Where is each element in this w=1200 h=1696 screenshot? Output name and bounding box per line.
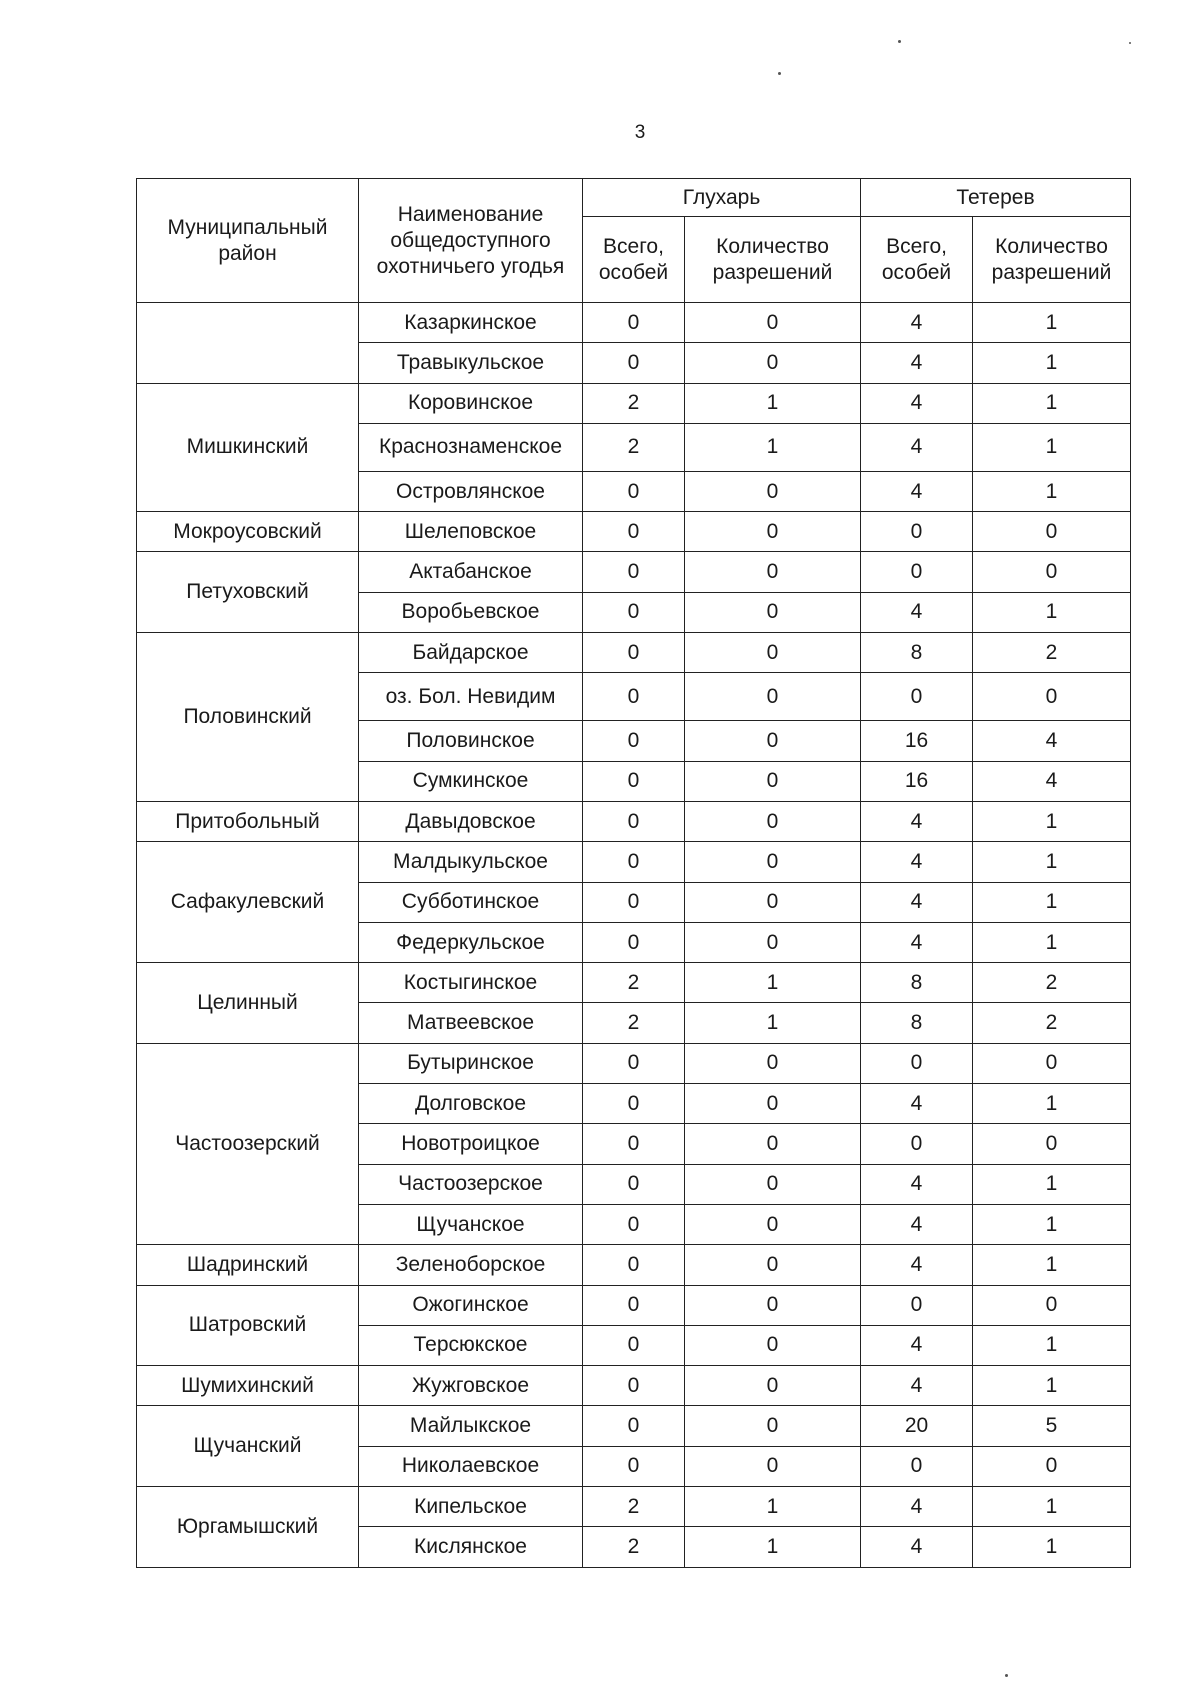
cell-capercaillie-permits: 1 [685, 1487, 861, 1527]
cell-black-grouse-total: 20 [861, 1406, 973, 1446]
cell-grounds: Частоозерское [359, 1164, 583, 1204]
cell-black-grouse-permits: 1 [973, 1204, 1131, 1244]
cell-district: Частоозерский [137, 1043, 359, 1244]
cell-black-grouse-permits: 0 [973, 1043, 1131, 1083]
cell-capercaillie-permits: 1 [685, 423, 861, 471]
cell-black-grouse-total: 0 [861, 1124, 973, 1164]
quota-table [136, 178, 1131, 1568]
cell-black-grouse-permits: 1 [973, 1164, 1131, 1204]
cell-black-grouse-total: 4 [861, 1325, 973, 1365]
cell-black-grouse-permits: 1 [973, 592, 1131, 632]
cell-capercaillie-permits: 0 [685, 1043, 861, 1083]
cell-capercaillie-total: 2 [583, 423, 685, 471]
cell-black-grouse-permits: 1 [973, 1487, 1131, 1527]
scan-speck [898, 40, 901, 43]
cell-black-grouse-permits: 1 [973, 1084, 1131, 1124]
table-row [137, 842, 1131, 882]
cell-black-grouse-permits: 0 [973, 1285, 1131, 1325]
cell-black-grouse-permits: 1 [973, 423, 1131, 471]
cell-black-grouse-permits: 1 [973, 1325, 1131, 1365]
cell-black-grouse-total: 4 [861, 471, 973, 511]
cell-grounds: Бутыринское [359, 1043, 583, 1083]
cell-district [137, 303, 359, 384]
cell-black-grouse-total: 16 [861, 721, 973, 761]
cell-grounds: оз. Бол. Невидим [359, 673, 583, 721]
table-row [137, 552, 1131, 592]
cell-black-grouse-permits: 0 [973, 1124, 1131, 1164]
cell-grounds: Байдарское [359, 633, 583, 673]
cell-district: Шадринский [137, 1245, 359, 1285]
scan-speck [1005, 1674, 1008, 1677]
cell-black-grouse-total: 8 [861, 1003, 973, 1043]
cell-capercaillie-permits: 0 [685, 842, 861, 882]
cell-capercaillie-permits: 0 [685, 1446, 861, 1486]
page-number: 3 [634, 122, 646, 143]
scan-speck [1129, 42, 1131, 44]
cell-district: Петуховский [137, 552, 359, 633]
cell-capercaillie-permits: 0 [685, 1366, 861, 1406]
cell-capercaillie-total: 0 [583, 801, 685, 841]
table-row [137, 1366, 1131, 1406]
cell-black-grouse-permits: 0 [973, 512, 1131, 552]
cell-black-grouse-total: 4 [861, 1527, 973, 1567]
cell-black-grouse-permits: 1 [973, 842, 1131, 882]
table-row [137, 633, 1131, 673]
cell-capercaillie-total: 2 [583, 1003, 685, 1043]
cell-grounds: Актабанское [359, 552, 583, 592]
cell-capercaillie-total: 2 [583, 1527, 685, 1567]
scan-speck [778, 72, 781, 75]
cell-capercaillie-permits: 0 [685, 1164, 861, 1204]
cell-black-grouse-total: 4 [861, 801, 973, 841]
cell-grounds: Половинское [359, 721, 583, 761]
cell-black-grouse-total: 0 [861, 1285, 973, 1325]
cell-black-grouse-total: 4 [861, 1204, 973, 1244]
table-body [137, 303, 1131, 1568]
cell-grounds: Шелеповское [359, 512, 583, 552]
cell-black-grouse-total: 0 [861, 512, 973, 552]
header-capercaillie-permits: Количество разрешений [685, 217, 861, 303]
cell-black-grouse-permits: 1 [973, 922, 1131, 962]
cell-district: Притобольный [137, 801, 359, 841]
cell-capercaillie-permits: 0 [685, 922, 861, 962]
cell-capercaillie-total: 0 [583, 1446, 685, 1486]
cell-district: Юргамышский [137, 1487, 359, 1568]
cell-capercaillie-total: 0 [583, 303, 685, 343]
cell-capercaillie-total: 0 [583, 1285, 685, 1325]
cell-district: Шатровский [137, 1285, 359, 1366]
cell-capercaillie-total: 0 [583, 471, 685, 511]
cell-capercaillie-permits: 0 [685, 1124, 861, 1164]
cell-black-grouse-permits: 2 [973, 633, 1131, 673]
cell-black-grouse-permits: 1 [973, 1245, 1131, 1285]
header-species-black-grouse: Тетерев [861, 179, 1131, 217]
cell-capercaillie-total: 0 [583, 1406, 685, 1446]
cell-capercaillie-permits: 0 [685, 761, 861, 801]
cell-black-grouse-permits: 1 [973, 1527, 1131, 1567]
cell-grounds: Субботинское [359, 882, 583, 922]
cell-grounds: Краснознаменское [359, 423, 583, 471]
cell-capercaillie-permits: 1 [685, 1003, 861, 1043]
cell-black-grouse-total: 4 [861, 383, 973, 423]
cell-grounds: Щучанское [359, 1204, 583, 1244]
cell-capercaillie-total: 0 [583, 592, 685, 632]
cell-grounds: Матвеевское [359, 1003, 583, 1043]
table-header [137, 179, 1131, 303]
cell-capercaillie-permits: 0 [685, 512, 861, 552]
table-row [137, 963, 1131, 1003]
cell-capercaillie-permits: 0 [685, 801, 861, 841]
cell-black-grouse-permits: 0 [973, 1446, 1131, 1486]
cell-black-grouse-permits: 4 [973, 761, 1131, 801]
header-black-grouse-total: Всего, особей [861, 217, 973, 303]
cell-black-grouse-total: 4 [861, 592, 973, 632]
cell-black-grouse-permits: 2 [973, 963, 1131, 1003]
header-district: Муниципальный район [137, 179, 359, 303]
cell-black-grouse-total: 8 [861, 963, 973, 1003]
cell-black-grouse-total: 0 [861, 1446, 973, 1486]
cell-capercaillie-permits: 1 [685, 963, 861, 1003]
cell-black-grouse-total: 0 [861, 552, 973, 592]
cell-capercaillie-total: 0 [583, 1124, 685, 1164]
cell-grounds: Жужговское [359, 1366, 583, 1406]
cell-black-grouse-total: 4 [861, 922, 973, 962]
cell-capercaillie-permits: 0 [685, 1406, 861, 1446]
cell-district: Целинный [137, 963, 359, 1044]
cell-black-grouse-permits: 4 [973, 721, 1131, 761]
cell-black-grouse-total: 4 [861, 882, 973, 922]
cell-district: Мишкинский [137, 383, 359, 512]
cell-capercaillie-total: 2 [583, 383, 685, 423]
cell-capercaillie-permits: 0 [685, 343, 861, 383]
cell-grounds: Казаркинское [359, 303, 583, 343]
cell-black-grouse-permits: 1 [973, 801, 1131, 841]
cell-capercaillie-permits: 0 [685, 1084, 861, 1124]
cell-black-grouse-permits: 1 [973, 471, 1131, 511]
cell-district: Щучанский [137, 1406, 359, 1487]
cell-capercaillie-permits: 0 [685, 673, 861, 721]
cell-district: Половинский [137, 633, 359, 802]
table-row [137, 1043, 1131, 1083]
cell-capercaillie-total: 0 [583, 882, 685, 922]
cell-capercaillie-total: 0 [583, 343, 685, 383]
table-row [137, 801, 1131, 841]
cell-grounds: Ожогинское [359, 1285, 583, 1325]
cell-black-grouse-permits: 0 [973, 673, 1131, 721]
cell-grounds: Малдыкульское [359, 842, 583, 882]
table-row [137, 303, 1131, 343]
cell-capercaillie-permits: 0 [685, 882, 861, 922]
cell-grounds: Федеркульское [359, 922, 583, 962]
cell-black-grouse-total: 4 [861, 343, 973, 383]
cell-grounds: Новотроицкое [359, 1124, 583, 1164]
cell-capercaillie-permits: 0 [685, 471, 861, 511]
cell-capercaillie-total: 0 [583, 1204, 685, 1244]
cell-grounds: Кислянское [359, 1527, 583, 1567]
cell-capercaillie-permits: 0 [685, 1285, 861, 1325]
cell-black-grouse-total: 4 [861, 1084, 973, 1124]
cell-black-grouse-total: 0 [861, 1043, 973, 1083]
cell-black-grouse-permits: 5 [973, 1406, 1131, 1446]
cell-district: Шумихинский [137, 1366, 359, 1406]
header-black-grouse-permits: Количество разрешений [973, 217, 1131, 303]
cell-grounds: Зеленоборское [359, 1245, 583, 1285]
cell-grounds: Николаевское [359, 1446, 583, 1486]
cell-capercaillie-total: 0 [583, 633, 685, 673]
cell-grounds: Сумкинское [359, 761, 583, 801]
cell-black-grouse-total: 4 [861, 1366, 973, 1406]
cell-grounds: Травыкульское [359, 343, 583, 383]
cell-capercaillie-permits: 0 [685, 592, 861, 632]
cell-grounds: Терсюкское [359, 1325, 583, 1365]
cell-capercaillie-total: 0 [583, 1366, 685, 1406]
cell-capercaillie-total: 0 [583, 1043, 685, 1083]
table-row [137, 512, 1131, 552]
cell-grounds: Островлянское [359, 471, 583, 511]
cell-capercaillie-total: 0 [583, 1164, 685, 1204]
cell-capercaillie-total: 0 [583, 761, 685, 801]
cell-grounds: Воробьевское [359, 592, 583, 632]
cell-capercaillie-total: 0 [583, 1084, 685, 1124]
cell-black-grouse-total: 4 [861, 1245, 973, 1285]
cell-capercaillie-permits: 0 [685, 1204, 861, 1244]
cell-grounds: Кипельское [359, 1487, 583, 1527]
cell-capercaillie-permits: 1 [685, 383, 861, 423]
cell-grounds: Коровинское [359, 383, 583, 423]
cell-grounds: Давыдовское [359, 801, 583, 841]
cell-capercaillie-total: 0 [583, 1245, 685, 1285]
cell-capercaillie-total: 0 [583, 842, 685, 882]
table-row [137, 1487, 1131, 1527]
header-species-capercaillie: Глухарь [583, 179, 861, 217]
cell-capercaillie-permits: 0 [685, 633, 861, 673]
cell-black-grouse-total: 4 [861, 423, 973, 471]
table-row [137, 1285, 1131, 1325]
cell-capercaillie-permits: 0 [685, 303, 861, 343]
cell-black-grouse-permits: 1 [973, 303, 1131, 343]
cell-black-grouse-total: 4 [861, 1487, 973, 1527]
cell-capercaillie-total: 2 [583, 963, 685, 1003]
cell-capercaillie-total: 2 [583, 1487, 685, 1527]
cell-black-grouse-permits: 1 [973, 343, 1131, 383]
cell-black-grouse-permits: 2 [973, 1003, 1131, 1043]
cell-capercaillie-total: 0 [583, 552, 685, 592]
cell-capercaillie-total: 0 [583, 721, 685, 761]
cell-black-grouse-total: 8 [861, 633, 973, 673]
cell-black-grouse-permits: 0 [973, 552, 1131, 592]
cell-black-grouse-total: 16 [861, 761, 973, 801]
cell-black-grouse-permits: 1 [973, 882, 1131, 922]
header-grounds: Наименование общедоступного охотничьего угодья [359, 179, 583, 303]
cell-black-grouse-total: 4 [861, 842, 973, 882]
cell-capercaillie-total: 0 [583, 512, 685, 552]
cell-capercaillie-permits: 0 [685, 721, 861, 761]
cell-black-grouse-total: 4 [861, 1164, 973, 1204]
cell-capercaillie-permits: 0 [685, 1245, 861, 1285]
cell-grounds: Майлыкское [359, 1406, 583, 1446]
table-row [137, 383, 1131, 423]
cell-black-grouse-permits: 1 [973, 1366, 1131, 1406]
cell-capercaillie-permits: 0 [685, 552, 861, 592]
cell-black-grouse-total: 4 [861, 303, 973, 343]
cell-capercaillie-total: 0 [583, 673, 685, 721]
cell-capercaillie-permits: 1 [685, 1527, 861, 1567]
cell-black-grouse-total: 0 [861, 673, 973, 721]
table-row [137, 1406, 1131, 1446]
cell-grounds: Долговское [359, 1084, 583, 1124]
cell-capercaillie-total: 0 [583, 1325, 685, 1365]
cell-capercaillie-total: 0 [583, 922, 685, 962]
cell-district: Сафакулевский [137, 842, 359, 963]
cell-black-grouse-permits: 1 [973, 383, 1131, 423]
header-capercaillie-total: Всего, особей [583, 217, 685, 303]
cell-grounds: Костыгинское [359, 963, 583, 1003]
table-row [137, 1245, 1131, 1285]
cell-district: Мокроусовский [137, 512, 359, 552]
cell-capercaillie-permits: 0 [685, 1325, 861, 1365]
